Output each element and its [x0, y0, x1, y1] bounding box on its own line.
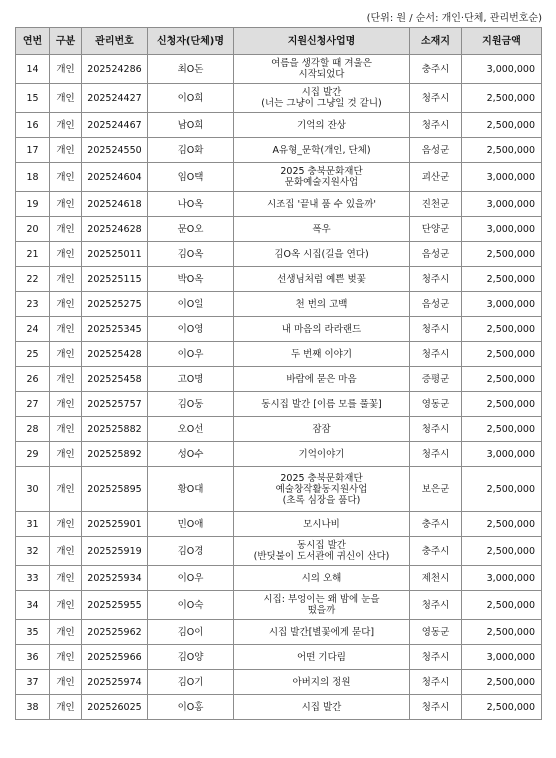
- cell-project: 두 번째 이야기: [234, 342, 410, 367]
- cell-project: 시집 발간: [234, 695, 410, 720]
- cell-region: 진천군: [410, 192, 462, 217]
- cell-amount: 2,500,000: [462, 620, 542, 645]
- cell-amount: 2,500,000: [462, 342, 542, 367]
- cell-project: 시집: 부엉이는 왜 밤에 눈을 떴을까: [234, 591, 410, 620]
- cell-type: 개인: [50, 620, 82, 645]
- cell-no: 31: [16, 512, 50, 537]
- cell-type: 개인: [50, 591, 82, 620]
- table-row: [16, 591, 542, 620]
- cell-amount: 2,500,000: [462, 317, 542, 342]
- header-project: 지원신청사업명: [234, 28, 410, 55]
- cell-project: 시의 오해: [234, 566, 410, 591]
- cell-type: 개인: [50, 113, 82, 138]
- cell-applicant: 황O대: [148, 467, 234, 512]
- cell-id: 202524286: [82, 55, 148, 84]
- cell-type: 개인: [50, 163, 82, 192]
- cell-applicant: 김O양: [148, 645, 234, 670]
- cell-project: 아버지의 정원: [234, 670, 410, 695]
- cell-no: 28: [16, 417, 50, 442]
- table-row: [16, 392, 542, 417]
- cell-project: 김O옥 시집(길을 연다): [234, 242, 410, 267]
- cell-region: 청주시: [410, 442, 462, 467]
- cell-type: 개인: [50, 645, 82, 670]
- cell-applicant: 김O화: [148, 138, 234, 163]
- cell-applicant: 김O이: [148, 620, 234, 645]
- cell-no: 34: [16, 591, 50, 620]
- cell-type: 개인: [50, 217, 82, 242]
- cell-type: 개인: [50, 267, 82, 292]
- cell-applicant: 박O옥: [148, 267, 234, 292]
- cell-project: 내 마음의 라라랜드: [234, 317, 410, 342]
- cell-applicant: 고O명: [148, 367, 234, 392]
- header-row: [16, 28, 542, 55]
- cell-type: 개인: [50, 138, 82, 163]
- cell-project: 2025 충북문화재단 예술창작활동지원사업 (초록 심장을 품다): [234, 467, 410, 512]
- table-row: [16, 467, 542, 512]
- cell-region: 보은군: [410, 467, 462, 512]
- cell-region: 영동군: [410, 620, 462, 645]
- cell-region: 영동군: [410, 392, 462, 417]
- cell-applicant: 문O오: [148, 217, 234, 242]
- cell-project: 시집 발간 (너는 그냥이 그냥일 것 같니): [234, 84, 410, 113]
- cell-no: 24: [16, 317, 50, 342]
- cell-id: 202525892: [82, 442, 148, 467]
- cell-applicant: 김O경: [148, 537, 234, 566]
- cell-applicant: 남O희: [148, 113, 234, 138]
- cell-region: 청주시: [410, 591, 462, 620]
- header-amount: 지원금액: [462, 28, 542, 55]
- cell-project: 기억이야기: [234, 442, 410, 467]
- table-row: [16, 84, 542, 113]
- cell-project: 천 번의 고백: [234, 292, 410, 317]
- cell-amount: 3,000,000: [462, 566, 542, 591]
- table-row: [16, 317, 542, 342]
- cell-region: 청주시: [410, 645, 462, 670]
- cell-region: 청주시: [410, 267, 462, 292]
- table-row: [16, 512, 542, 537]
- cell-region: 단양군: [410, 217, 462, 242]
- cell-id: 202524427: [82, 84, 148, 113]
- cell-type: 개인: [50, 342, 82, 367]
- cell-type: 개인: [50, 242, 82, 267]
- cell-project: 2025 충북문화재단 문화예술지원사업: [234, 163, 410, 192]
- table-row: [16, 342, 542, 367]
- cell-no: 36: [16, 645, 50, 670]
- cell-id: 202524618: [82, 192, 148, 217]
- cell-type: 개인: [50, 467, 82, 512]
- cell-region: 음성군: [410, 292, 462, 317]
- cell-amount: 2,500,000: [462, 512, 542, 537]
- cell-no: 15: [16, 84, 50, 113]
- cell-type: 개인: [50, 367, 82, 392]
- cell-applicant: 김O기: [148, 670, 234, 695]
- cell-region: 제천시: [410, 566, 462, 591]
- cell-region: 충주시: [410, 537, 462, 566]
- cell-region: 청주시: [410, 670, 462, 695]
- cell-region: 괴산군: [410, 163, 462, 192]
- cell-region: 청주시: [410, 342, 462, 367]
- cell-amount: 2,500,000: [462, 695, 542, 720]
- cell-amount: 2,500,000: [462, 138, 542, 163]
- cell-no: 30: [16, 467, 50, 512]
- cell-applicant: 성O수: [148, 442, 234, 467]
- table-row: [16, 138, 542, 163]
- cell-amount: 3,000,000: [462, 163, 542, 192]
- cell-id: 202524550: [82, 138, 148, 163]
- cell-type: 개인: [50, 192, 82, 217]
- cell-applicant: 이O우: [148, 342, 234, 367]
- cell-id: 202525901: [82, 512, 148, 537]
- table-row: [16, 670, 542, 695]
- cell-type: 개인: [50, 292, 82, 317]
- cell-applicant: 이O영: [148, 317, 234, 342]
- table-row: [16, 292, 542, 317]
- cell-amount: 3,000,000: [462, 442, 542, 467]
- cell-id: 202525934: [82, 566, 148, 591]
- cell-applicant: 이O우: [148, 566, 234, 591]
- table-row: [16, 267, 542, 292]
- cell-id: 202524467: [82, 113, 148, 138]
- cell-applicant: 오O선: [148, 417, 234, 442]
- cell-id: 202525011: [82, 242, 148, 267]
- cell-applicant: 나O옥: [148, 192, 234, 217]
- table-row: [16, 113, 542, 138]
- table-row: [16, 537, 542, 566]
- cell-id: 202525115: [82, 267, 148, 292]
- cell-id: 202525882: [82, 417, 148, 442]
- cell-no: 17: [16, 138, 50, 163]
- unit-note: (단위: 원 / 순서: 개인·단체, 관리번호순): [366, 13, 542, 24]
- cell-no: 27: [16, 392, 50, 417]
- cell-amount: 2,500,000: [462, 113, 542, 138]
- cell-id: 202525458: [82, 367, 148, 392]
- cell-project: 시집 발간[별꽃에게 묻다]: [234, 620, 410, 645]
- cell-amount: 2,500,000: [462, 417, 542, 442]
- cell-applicant: 민O애: [148, 512, 234, 537]
- cell-no: 38: [16, 695, 50, 720]
- cell-type: 개인: [50, 84, 82, 113]
- cell-amount: 3,000,000: [462, 645, 542, 670]
- cell-region: 충주시: [410, 512, 462, 537]
- cell-id: 202525955: [82, 591, 148, 620]
- cell-id: 202525428: [82, 342, 148, 367]
- header-applicant: 신청자(단체)명: [148, 28, 234, 55]
- cell-no: 23: [16, 292, 50, 317]
- cell-no: 22: [16, 267, 50, 292]
- cell-project: 바람에 묻은 마음: [234, 367, 410, 392]
- cell-region: 음성군: [410, 242, 462, 267]
- cell-applicant: 최O돈: [148, 55, 234, 84]
- cell-project: 여름을 생각할 때 겨울은 시작되었다: [234, 55, 410, 84]
- cell-region: 증평군: [410, 367, 462, 392]
- cell-no: 33: [16, 566, 50, 591]
- cell-id: 202524604: [82, 163, 148, 192]
- cell-no: 14: [16, 55, 50, 84]
- cell-applicant: 김O동: [148, 392, 234, 417]
- cell-region: 청주시: [410, 84, 462, 113]
- cell-id: 202525895: [82, 467, 148, 512]
- cell-type: 개인: [50, 566, 82, 591]
- cell-project: 동시집 발간 (반딧불이 도서관에 귀신이 산다): [234, 537, 410, 566]
- cell-region: 음성군: [410, 138, 462, 163]
- cell-id: 202525275: [82, 292, 148, 317]
- cell-applicant: 이O희: [148, 84, 234, 113]
- cell-type: 개인: [50, 695, 82, 720]
- cell-id: 202525757: [82, 392, 148, 417]
- header-id: 관리번호: [82, 28, 148, 55]
- cell-type: 개인: [50, 512, 82, 537]
- cell-id: 202525345: [82, 317, 148, 342]
- cell-no: 20: [16, 217, 50, 242]
- cell-amount: 2,500,000: [462, 84, 542, 113]
- cell-region: 청주시: [410, 113, 462, 138]
- header-type: 구분: [50, 28, 82, 55]
- cell-id: 202525966: [82, 645, 148, 670]
- cell-no: 32: [16, 537, 50, 566]
- cell-project: 폭우: [234, 217, 410, 242]
- table-row: [16, 242, 542, 267]
- cell-applicant: 김O옥: [148, 242, 234, 267]
- cell-id: 202525962: [82, 620, 148, 645]
- cell-amount: 2,500,000: [462, 591, 542, 620]
- cell-type: 개인: [50, 55, 82, 84]
- cell-amount: 2,500,000: [462, 392, 542, 417]
- cell-no: 16: [16, 113, 50, 138]
- cell-id: 202525974: [82, 670, 148, 695]
- cell-id: 202526025: [82, 695, 148, 720]
- cell-region: 청주시: [410, 695, 462, 720]
- table-row: [16, 417, 542, 442]
- cell-region: 청주시: [410, 417, 462, 442]
- cell-no: 37: [16, 670, 50, 695]
- cell-project: 선생님처럼 예쁜 벚꽃: [234, 267, 410, 292]
- cell-no: 18: [16, 163, 50, 192]
- cell-region: 청주시: [410, 317, 462, 342]
- cell-amount: 3,000,000: [462, 292, 542, 317]
- cell-project: 어떤 기다림: [234, 645, 410, 670]
- table-row: [16, 163, 542, 192]
- cell-no: 19: [16, 192, 50, 217]
- cell-amount: 3,000,000: [462, 55, 542, 84]
- header-no: 연번: [16, 28, 50, 55]
- cell-type: 개인: [50, 392, 82, 417]
- cell-type: 개인: [50, 317, 82, 342]
- cell-project: 모시나비: [234, 512, 410, 537]
- cell-project: A유형_문학(개인, 단체): [234, 138, 410, 163]
- cell-region: 충주시: [410, 55, 462, 84]
- cell-applicant: 임O택: [148, 163, 234, 192]
- cell-no: 26: [16, 367, 50, 392]
- table-row: [16, 645, 542, 670]
- table-row: [16, 217, 542, 242]
- table-row: [16, 55, 542, 84]
- cell-type: 개인: [50, 537, 82, 566]
- cell-applicant: 이O숙: [148, 591, 234, 620]
- cell-type: 개인: [50, 670, 82, 695]
- cell-amount: 2,500,000: [462, 537, 542, 566]
- cell-project: 동시집 발간 [이름 모를 풀꽃]: [234, 392, 410, 417]
- cell-id: 202525919: [82, 537, 148, 566]
- cell-amount: 3,000,000: [462, 192, 542, 217]
- cell-type: 개인: [50, 417, 82, 442]
- cell-amount: 3,000,000: [462, 217, 542, 242]
- cell-type: 개인: [50, 442, 82, 467]
- cell-no: 29: [16, 442, 50, 467]
- cell-no: 25: [16, 342, 50, 367]
- table-row: [16, 367, 542, 392]
- table-row: [16, 695, 542, 720]
- cell-no: 35: [16, 620, 50, 645]
- table-body: [16, 55, 542, 720]
- cell-applicant: 이O일: [148, 292, 234, 317]
- cell-id: 202524628: [82, 217, 148, 242]
- cell-amount: 2,500,000: [462, 467, 542, 512]
- table-row: [16, 620, 542, 645]
- cell-amount: 2,500,000: [462, 267, 542, 292]
- cell-amount: 2,500,000: [462, 367, 542, 392]
- grant-table: [15, 27, 542, 720]
- cell-amount: 2,500,000: [462, 670, 542, 695]
- table-row: [16, 566, 542, 591]
- table-row: [16, 192, 542, 217]
- table-row: [16, 442, 542, 467]
- cell-no: 21: [16, 242, 50, 267]
- cell-project: 시조집 '끝내 품 수 있을까': [234, 192, 410, 217]
- header-region: 소재지: [410, 28, 462, 55]
- cell-project: 잠잠: [234, 417, 410, 442]
- cell-applicant: 이O홍: [148, 695, 234, 720]
- cell-amount: 2,500,000: [462, 242, 542, 267]
- cell-project: 기억의 잔상: [234, 113, 410, 138]
